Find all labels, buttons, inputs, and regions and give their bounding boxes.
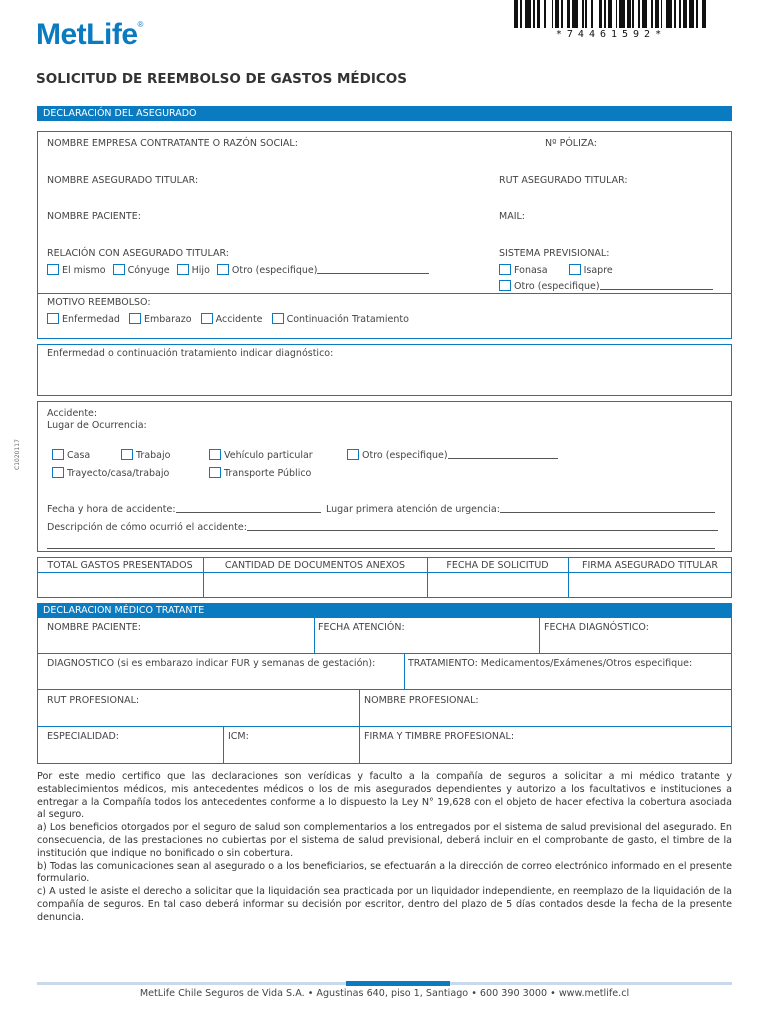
cantidad-documentos-cell[interactable] [204, 573, 427, 597]
medico-col-divider-r1b [539, 617, 540, 653]
firma-asegurado-cell[interactable] [569, 573, 731, 597]
option-vehiculo [209, 449, 313, 461]
checkbox-enfermedad[interactable] [47, 313, 59, 324]
motivo-options [47, 313, 409, 325]
medico-row-divider-2 [37, 689, 732, 690]
header-total-gastos: TOTAL GASTOS PRESENTADOS [47, 560, 193, 571]
lugar-atencion-line[interactable] [500, 504, 715, 513]
barcode-stripe [706, 0, 708, 28]
fecha-solicitud-cell[interactable] [428, 573, 568, 597]
checkbox-fonasa[interactable] [499, 264, 511, 275]
checkbox-el-mismo[interactable] [47, 264, 59, 275]
empresa-field[interactable]: NOMBRE EMPRESA CONTRATANTE O RAZÓN SOCIAL: [47, 138, 298, 149]
checkbox-otro-relacion[interactable] [217, 264, 229, 275]
lugar-atencion-field [326, 504, 715, 515]
section-declaracion-asegurado-header: DECLARACIÓN DEL ASEGURADO [37, 106, 732, 121]
fecha-accidente-line[interactable] [176, 504, 321, 513]
legal-paragraph-4: c) A usted le asiste el derecho a solicitar que la liquidación sea practicada por un liquidador independiente, en reemplazo de la liquidación de la compañía de seguros. En tal caso deberá informar su decisión por escritor, dentro del plazo de 5 días contados desde la fecha de la presente denuncia. [37, 886, 732, 923]
diagnostico-label: Enfermedad o continuación tratamiento indicar diagnóstico: [47, 348, 334, 359]
sistema-previsional-label: SISTEMA PREVISIONAL: [499, 248, 610, 259]
diagnostico-medico-field[interactable]: DIAGNOSTICO (si es embarazo indicar FUR y semanas de gestación): [47, 658, 376, 669]
option-continuacion-label: Continuación Tratamiento [286, 314, 409, 325]
poliza-field[interactable]: Nº PÓLIZA: [545, 138, 597, 149]
barcode [514, 0, 708, 28]
medico-col-divider-r4 [223, 726, 224, 764]
descripcion-field [47, 522, 718, 533]
logo-text: MetLife [36, 18, 138, 51]
rut-asegurado-field[interactable]: RUT ASEGURADO TITULAR: [499, 175, 628, 186]
legal-paragraph-2: a) Los beneficios otorgados por el seguro de salud son complementarios a los entregados por el sistema de salud previsional del asegurado. En consecuencia, de las prestaciones no cubiertas por el sistema de salud previsional, deberá incluir en el comprobante de gasto, el timbre de la institución que indique no bonificado o sin cobertura. [37, 822, 732, 859]
header-cantidad-documentos: CANTIDAD DE DOCUMENTOS ANEXOS [224, 560, 406, 571]
relacion-options [47, 264, 429, 276]
option-embarazo-label: Embarazo [143, 314, 192, 325]
option-hijo-label: Hijo [191, 265, 210, 276]
rut-profesional-field[interactable]: RUT PROFESIONAL: [47, 695, 140, 706]
option-transporte [209, 467, 311, 479]
option-vehiculo-label: Vehículo particular [224, 450, 313, 461]
option-otro-lugar-label: Otro (especifique) [362, 450, 448, 461]
motivo-label: MOTIVO REEMBOLSO: [47, 297, 151, 308]
metlife-logo [36, 18, 143, 52]
medico-col-divider-r2 [404, 653, 405, 689]
logo-registered-mark: ® [137, 20, 143, 29]
sistema-options-row1 [499, 264, 613, 276]
checkbox-vehiculo[interactable] [209, 449, 221, 460]
especialidad-field[interactable]: ESPECIALIDAD: [47, 731, 119, 742]
descripcion-line[interactable] [247, 522, 718, 531]
footer-accent-bar [346, 981, 450, 986]
option-enfermedad-label: Enfermedad [62, 314, 120, 325]
motivo-divider [37, 293, 732, 294]
legal-paragraph-1: Por este medio certifico que las declaraciones son verídicas y faculto a la compañía de seguros a solicitar a mi médico tratante y establecimientos médicos, mis antecedentes médicos o los de mis asegurados dependientes y autorizo a los facultativos e instituciones a entregar a la Compañía todos los antecedentes conforme a lo dispuesto la Ley N° 19,628 con el objeto de hacer efectiva la cobertura asociada al seguro. [37, 771, 732, 821]
option-isapre-label: Isapre [583, 265, 613, 276]
lugar-ocurrencia-label: Lugar de Ocurrencia: [47, 420, 147, 431]
checkbox-otro-lugar[interactable] [347, 449, 359, 460]
medico-nombre-paciente-field[interactable]: NOMBRE PACIENTE: [47, 622, 141, 633]
fecha-accidente-label: Fecha y hora de accidente: [47, 504, 176, 515]
medico-row-divider-3 [37, 726, 732, 727]
fecha-diagnostico-field[interactable]: FECHA DIAGNÓSTICO: [544, 622, 649, 633]
header-fecha-solicitud: FECHA DE SOLICITUD [446, 560, 549, 571]
footer-contact: MetLife Chile Seguros de Vida S.A. • Agustinas 640, piso 1, Santiago • 600 390 3000 • www.metlife.cl [139, 988, 630, 999]
option-conyuge-label: Cónyuge [127, 265, 170, 276]
checkbox-trayecto[interactable] [52, 467, 64, 478]
sistema-options-row2 [499, 280, 713, 292]
option-fonasa-label: Fonasa [514, 265, 548, 276]
medico-col-divider-r1a [314, 617, 315, 653]
nombre-paciente-field[interactable]: NOMBRE PACIENTE: [47, 211, 141, 222]
checkbox-accidente[interactable] [201, 313, 213, 324]
option-otro-lugar [347, 449, 558, 461]
checkbox-isapre[interactable] [569, 264, 581, 275]
legal-text [37, 771, 732, 925]
fecha-accidente-field [47, 504, 321, 515]
option-trabajo-label: Trabajo [136, 450, 171, 461]
icm-field[interactable]: ICM: [228, 731, 249, 742]
tratamiento-field[interactable]: TRATAMIENTO: Medicamentos/Exámenes/Otros especifique: [408, 658, 693, 669]
checkbox-transporte[interactable] [209, 467, 221, 478]
medico-row-divider-1 [37, 653, 732, 654]
descripcion-label: Descripción de cómo ocurrió el accidente: [47, 522, 247, 533]
checkbox-embarazo[interactable] [129, 313, 141, 324]
accidente-label: Accidente: [47, 408, 98, 419]
total-gastos-cell[interactable] [38, 573, 203, 597]
checkbox-otro-sistema[interactable] [499, 280, 511, 291]
option-casa-label: Casa [67, 450, 91, 461]
side-form-code: C1020117 [14, 439, 21, 470]
legal-paragraph-3: b) Todas las comunicaciones sean al asegurado o a los beneficiarios, se efectuarán a la dirección de correo electrónico informado en el presente formulario. [37, 860, 732, 885]
option-transporte-label: Transporte Público [224, 468, 312, 479]
checkbox-conyuge[interactable] [113, 264, 125, 275]
option-otro-relacion-label: Otro (especifique) [231, 265, 318, 276]
otro-lugar-line[interactable] [448, 450, 558, 459]
medico-col-divider-r34 [359, 689, 360, 764]
option-el-mismo-label: El mismo [62, 265, 106, 276]
checkbox-continuacion[interactable] [272, 313, 284, 324]
option-trayecto-label: Trayecto/casa/trabajo [67, 468, 170, 479]
option-otro-sistema-label: Otro (especifique) [514, 281, 600, 292]
fecha-atencion-field[interactable]: FECHA ATENCIÓN: [318, 622, 405, 633]
lugar-atencion-label: Lugar primera atención de urgencia: [326, 504, 500, 515]
asegurado-titular-field[interactable]: NOMBRE ASEGURADO TITULAR: [47, 175, 199, 186]
otro-sistema-line[interactable] [600, 281, 713, 290]
option-casa [52, 449, 90, 461]
mail-field[interactable]: MAIL: [499, 211, 525, 222]
checkbox-hijo[interactable] [177, 264, 189, 275]
checkbox-casa[interactable] [52, 449, 64, 460]
relacion-label: RELACIÓN CON ASEGURADO TITULAR: [47, 248, 229, 259]
firma-timbre-field[interactable]: FIRMA Y TIMBRE PROFESIONAL: [364, 731, 515, 742]
header-firma-asegurado: FIRMA ASEGURADO TITULAR [582, 560, 718, 571]
barcode-number: *74461592* [555, 29, 667, 40]
section-medico-tratante-header: DECLARACION MÉDICO TRATANTE [37, 603, 732, 618]
nombre-profesional-field[interactable]: NOMBRE PROFESIONAL: [364, 695, 479, 706]
option-trayecto [52, 467, 169, 479]
option-trabajo [121, 449, 170, 461]
checkbox-trabajo[interactable] [121, 449, 133, 460]
option-accidente-label: Accidente [215, 314, 263, 325]
document-title: SOLICITUD DE REEMBOLSO DE GASTOS MÉDICOS [36, 71, 407, 87]
descripcion-line-2[interactable] [47, 548, 715, 549]
otro-relacion-line[interactable] [317, 265, 429, 274]
